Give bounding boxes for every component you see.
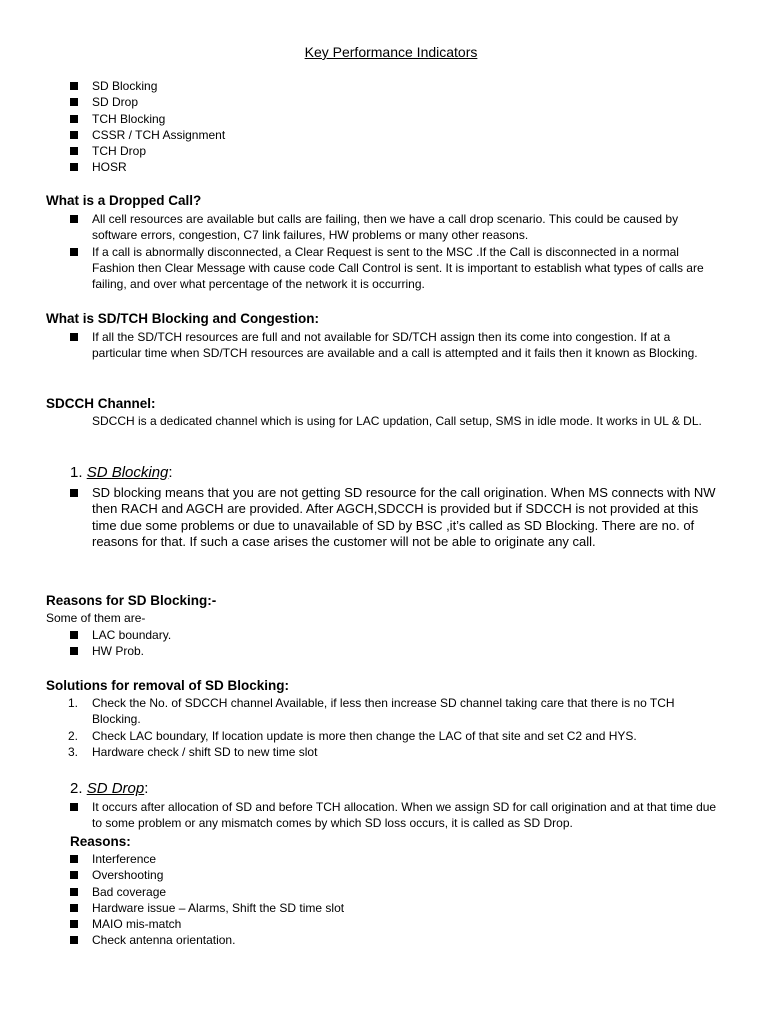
section-number: 1. [70,464,83,481]
list-item: LAC boundary. [70,627,670,643]
solutions-block [68,695,718,760]
list-item: Interference [70,851,670,867]
list-item: Overshooting [70,867,670,883]
kpi-list [70,78,710,176]
kpi-list-block [70,78,710,176]
blocking-list [70,329,718,362]
list-item: TCH Blocking [70,111,710,127]
item-number: 2. [68,728,79,743]
item-number: 1. [68,696,79,710]
dropped-call-list [70,211,718,292]
sd-blocking-heading [70,464,173,482]
sd-drop-reasons-list [70,851,670,949]
item-text: Check the No. of SDCCH channel Available, if less then increase SD channel taking care that there is no TCH Blocking. [92,696,675,727]
dropped-call-block [70,211,718,292]
sdcch-text: SDCCH is a dedicated channel which is using for LAC updation, Call setup, SMS in idle mode. It works in UL & DL. [92,414,702,428]
item-text: Hardware check / shift SD to new time slot [92,744,318,759]
sd-drop-block [70,799,718,832]
item-text: Check LAC boundary, If location update is more then change the LAC of that site and set C2 and HYS. [92,728,637,743]
list-item: SD Drop [70,94,710,110]
blocking-heading: What is SD/TCH Blocking and Congestion: [46,311,319,326]
section-label: SD Drop [86,780,145,797]
solutions-list [68,695,718,760]
sd-drop-heading [70,780,148,798]
list-item: TCH Drop [70,143,710,159]
list-item: All cell resources are available but calls are failing, then we have a call drop scenario. This could be caused by software errors, congestion, C7 link failures, HW problems or many other reasons. [70,211,718,244]
dropped-call-heading: What is a Dropped Call? [46,193,202,208]
section-number: 2. [70,780,83,797]
section-suffix: : [144,780,149,797]
reasons-sd-blocking-list [70,627,670,660]
list-item [68,744,718,760]
list-item: If all the SD/TCH resources are full and not available for SD/TCH assign then its come into congestion. If at a particular time when SD/TCH resources are available and a call is attempted and it fails then it known as Blocking. [70,329,718,362]
solutions-heading: Solutions for removal of SD Blocking: [46,678,290,693]
list-item: HW Prob. [70,643,670,659]
section-label: SD Blocking [86,464,169,481]
reasons-sd-blocking-block [70,627,670,660]
list-item [68,695,718,728]
list-item: It occurs after allocation of SD and before TCH allocation. When we assign SD for call origination and at that time due to some problem or any mismatch comes by which SD loss occurs, it is called as SD Drop. [70,799,718,832]
sd-blocking-list [70,485,718,550]
list-item: Check antenna orientation. [70,932,670,948]
list-item: Hardware issue – Alarms, Shift the SD time slot [70,900,670,916]
section-suffix: : [168,464,173,481]
list-item: SD blocking means that you are not getting SD resource for the call origination. When MS connects with NW then RACH and AGCH are provided. After AGCH,SDCCH is provided but if SDCCH is not provided at this time due some problems or due to unavailable of SD by BSC ,it’s called as SD Blocking. There are no. of reasons for that. If such a case arises the customer will not be able to originate any call. [70,485,718,550]
list-item [68,728,718,744]
sd-drop-reasons-heading: Reasons: [70,834,131,849]
list-item: Bad coverage [70,884,670,900]
blocking-block [70,329,718,362]
list-item: SD Blocking [70,78,710,94]
reasons-intro: Some of them are- [46,611,146,625]
list-item: HOSR [70,159,710,175]
reasons-sd-blocking-heading: Reasons for SD Blocking:- [46,593,217,608]
sd-drop-reasons-block [70,851,670,949]
list-item: CSSR / TCH Assignment [70,127,710,143]
list-item: MAIO mis-match [70,916,670,932]
sdcch-heading: SDCCH Channel: [46,396,156,411]
page-title: Key Performance Indicators [304,44,478,60]
list-item: If a call is abnormally disconnected, a Clear Request is sent to the MSC .If the Call is disconnected in a normal Fashion then Clear Message with cause code Call Control is sent. It is important to establish what types of calls are failing, and over what percentage of the network it is occurring. [70,244,718,293]
item-number: 3. [68,744,79,759]
sd-blocking-block [70,485,718,550]
sd-drop-list [70,799,718,832]
